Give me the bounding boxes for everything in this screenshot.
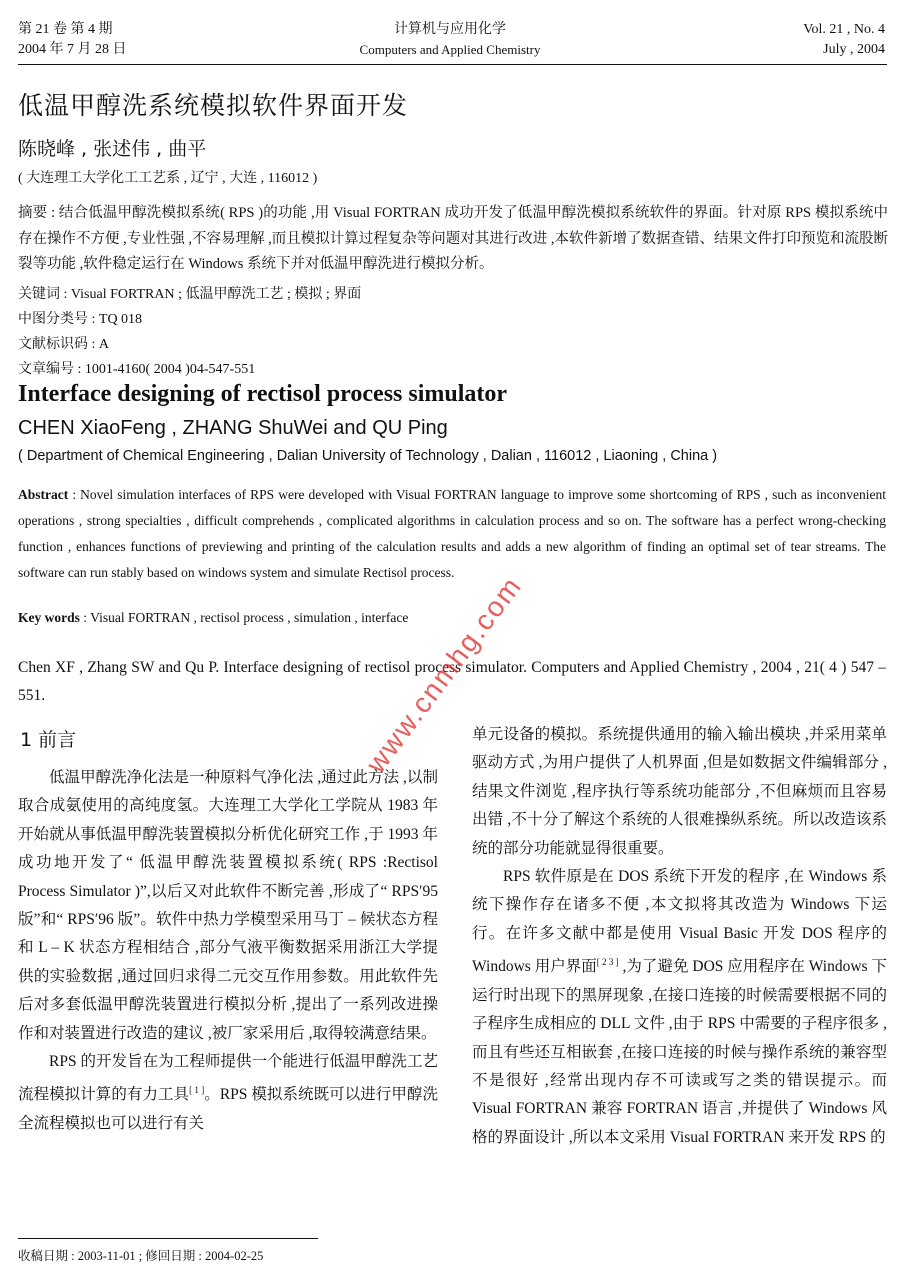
footnote-divider (18, 1238, 318, 1239)
header-divider (18, 64, 887, 65)
watermark: www.cnmhg.com (360, 570, 528, 779)
paragraph (18, 1048, 438, 1138)
clc-cn: 中图分类号 : TQ 018 (18, 312, 143, 327)
journal-cn: 计算机与应用化学 (394, 22, 506, 37)
paragraph-text: 。RPS 模拟系统既可以进行甲醇洗全流程模拟也可以进行有关 (18, 1086, 438, 1133)
authors-cn: 陈晓峰 , 张述伟 , 曲平 (18, 138, 207, 160)
paragraph: 低温甲醇洗净化法是一种原料气净化法 ,通过此方法 ,以制取合成氨使用的高纯度氢。大连理工大学化工学院从 1983 年开始就从事低温甲醇洗装置模拟分析优化研究工作 ,于 1993 年成功地开发了“ 低温甲醇洗装置模拟系统( RPS :Rectisol Process Simulator )”,以后又对此软件不断完善 ,形成了“ RPS′95 版”和“ RPS′96 版”。软件中热力学模型采用马丁 – 候状态方程和 L – K 状态方程相结合 ,部分气液平衡数据采用浙江大学提供的实验数据 ,通过回归求得二元交互作用参数。用此软件先后对多套低温甲醇洗装置进行模拟分析 ,提出了一系列改进操作和对装置进行改造的建议 ,被厂家采用后 ,取得较满意结果。 (18, 769, 438, 1042)
abstract-en (18, 482, 886, 586)
header-right (803, 20, 885, 60)
footnote-dates: 收稿日期 : 2003-11-01 ; 修回日期 : 2004-02-25 (18, 1249, 264, 1263)
abstract-en-label: Abstract (18, 487, 69, 502)
paragraph-text: ,为了避免 DOS 应用程序在 Windows 下运行时出现下的黑屏现象 ,在接口连接的时候需要根据不同的子程序生成相应的 DLL 文件 ,由于 RPS 中需要的子程序很多 ,而且有些还互相嵌套 ,在接口连接的时候与操作系统的兼容型不是很好 ,经常出现内存不可读或写之类的错误提示。而 Visual FORTRAN 兼容 FORTRAN 语言 ,并提供了 Windows 风格的界面设计 ,所以本文采用 Visual FORTRAN 来开发 RPS 的 (472, 958, 887, 1146)
keywords-en-text: : Visual FORTRAN , rectisol process , simulation , interface (79, 610, 409, 625)
body-column-right (472, 721, 887, 1152)
keywords-en (18, 610, 408, 626)
keywords-cn: 关键词 : Visual FORTRAN ; 低温甲醇洗工艺 ; 模拟 ; 界面 (18, 287, 362, 302)
citation: Chen XF , Zhang SW and Qu P. Interface designing of rectisol process simulator. Computers and Applied Chemistry , 2004 , 21( 4 ) 547 – 551. (18, 659, 886, 704)
doc-code-cn: 文献标识码 : A (18, 337, 109, 352)
authors-en: CHEN XiaoFeng , ZHANG ShuWei and QU Ping (18, 417, 448, 439)
body-column-left (18, 764, 438, 1138)
date-cn: 2004 年 7 月 28 日 (18, 42, 127, 57)
paper-title-en: Interface designing of rectisol process simulator (18, 381, 508, 407)
paragraph-text: RPS 软件原是在 DOS 系统下开发的程序 ,在 Windows 系统下操作存在诸多不便 ,本文拟将其改造为 Windows 下运行。在许多文献中都是使用 Visual Basic 开发 DOS 程序的 Windows 用户界面 (472, 868, 887, 976)
article-no-cn: 文章编号 : 1001-4160( 2004 )04-547-551 (18, 362, 256, 377)
section-title-introduction: 1 前言 (20, 729, 77, 751)
affiliation-cn: ( 大连理工大学化工工艺系 , 辽宁 , 大连 , 116012 ) (18, 171, 318, 186)
volume-cn: 第 21 卷 第 4 期 (18, 22, 113, 37)
date-en: July , 2004 (823, 42, 885, 57)
abstract-en-text: : Novel simulation interfaces of RPS were developed with Visual FORTRAN language to improve some shortcoming of RPS , such as inconvenient operations , strong specialties , difficult comprehends , complicated algorithms in calculation process and so on. The software has a perfect wrong-checking function , enhances functions of previewing and printing of the calculation results and adds a new algorithm of finding an optimal set of tear streams. The software can run stably based on windows system and simulate Rectisol process. (18, 487, 886, 580)
reference-mark: [ 1 ] (189, 1085, 205, 1096)
header-center (300, 20, 600, 60)
volume-en: Vol. 21 , No. 4 (803, 22, 885, 37)
header-left (18, 20, 127, 60)
paragraph: 单元设备的模拟。系统提供通用的输入输出模块 ,并采用菜单驱动方式 ,为用户提供了人机界面 ,但是如数据文件编辑部分 ,结果文件浏览 ,程序执行等系统功能部分 ,不但麻烦而且容易出错 ,不十分了解这个系统的人很难操纵系统。所以改造该系统的部分功能就显得很重要。 (472, 726, 887, 857)
paragraph (472, 863, 887, 1152)
journal-en: Computers and Applied Chemistry (359, 42, 541, 57)
abstract-cn: 摘要 : 结合低温甲醇洗模拟系统( RPS )的功能 ,用 Visual FORTRAN 成功开发了低温甲醇洗模拟系统软件的界面。针对原 RPS 模拟系统中存在操作不方便 ,专业性强 ,不容易理解 ,而且模拟计算过程复杂等问题对其进行改进 ,本软件新增了数据查错、结果文件打印预览和流股断裂等功能 ,软件稳定运行在 Windows 系统下并对低温甲醇洗进行模拟分析。 (18, 205, 888, 272)
paragraph-text: RPS 的开发旨在为工程师提供一个能进行低温甲醇洗工艺流程模拟计算的有力工具 (18, 1053, 438, 1104)
keywords-en-label: Key words (18, 610, 80, 625)
reference-mark: [ 2 3 ] (596, 957, 619, 968)
affiliation-en: ( Department of Chemical Engineering , Dalian University of Technology , Dalian , 116012 , Liaoning , China ) (18, 448, 718, 464)
paper-title-cn: 低温甲醇洗系统模拟软件界面开发 (18, 91, 409, 120)
